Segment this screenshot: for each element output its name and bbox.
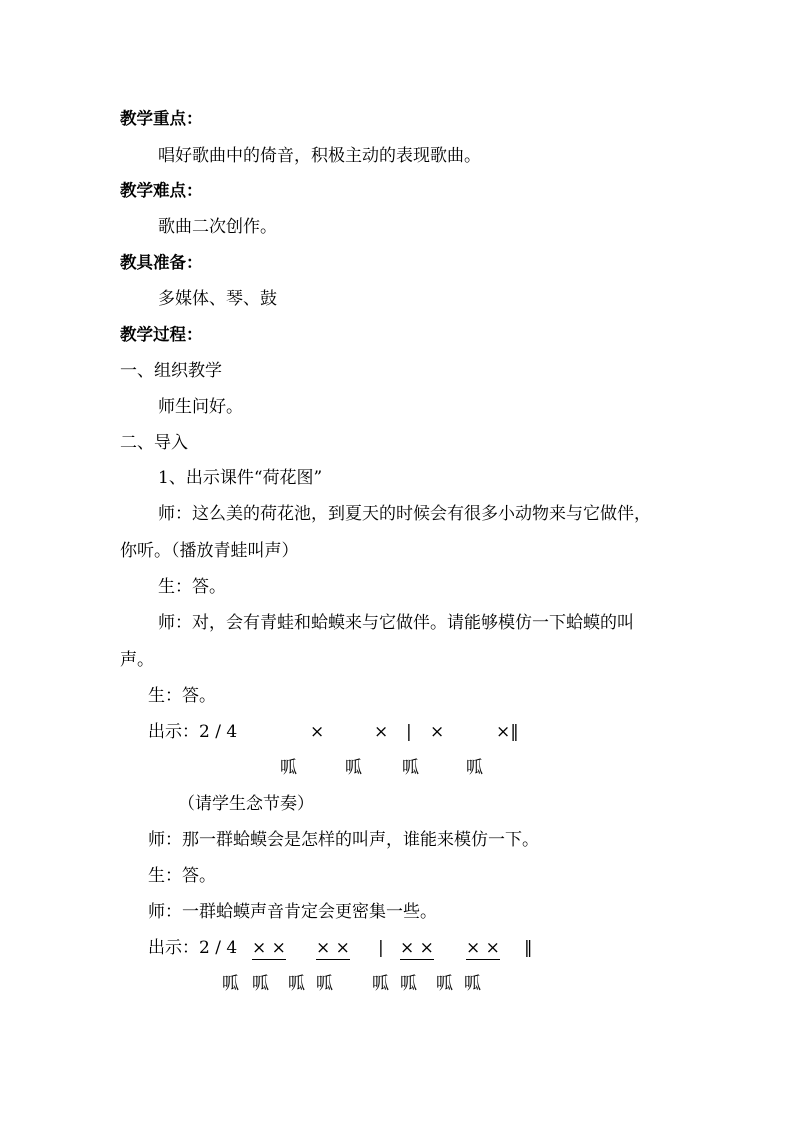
rhythm-2-beat: × × <box>316 938 350 958</box>
teacher-line-3: 师：那一群蛤蟆会是怎样的叫声，谁能来模仿一下。 <box>148 830 539 850</box>
item-1: 1、出示课件“荷花图” <box>158 468 323 488</box>
rhythm-2-word: 呱 <box>316 974 333 994</box>
teacher-line-2b: 声。 <box>120 650 154 670</box>
rhythm-2-beat: × × <box>466 938 500 958</box>
rhythm-1-mark: × <box>310 722 325 742</box>
rhythm-2-end: ‖ <box>524 938 533 958</box>
rhythm-2-word: 呱 <box>372 974 389 994</box>
rhythm-1-word: 呱 <box>466 758 483 778</box>
rhythm-2-beat: × × <box>400 938 434 958</box>
rhythm-2-word: 呱 <box>400 974 417 994</box>
focus-heading: 教学重点： <box>120 109 203 128</box>
section-1-line: 师生问好。 <box>158 397 243 417</box>
rhythm-1-mark-end: ×‖ <box>496 722 519 742</box>
rhythm-1-word: 呱 <box>280 758 297 778</box>
rhythm-1-label: 出示：2 / 4 <box>148 722 238 742</box>
teacher-line-1a: 师：这么美的荷花池，到夏天的时候会有很多小动物来与它做伴， <box>158 504 651 524</box>
section-1-title: 一、组织教学 <box>120 361 222 381</box>
rhythm-2-word: 呱 <box>464 974 481 994</box>
focus-content: 唱好歌曲中的倚音，积极主动的表现歌曲。 <box>158 146 481 166</box>
teacher-line-1b: 你听。（播放青蛙叫声） <box>120 541 299 561</box>
rhythm-2-beat: × × <box>252 938 286 958</box>
rhythm-2-word: 呱 <box>288 974 305 994</box>
student-answer-3: 生：答。 <box>148 866 216 886</box>
rhythm-1-barline: | <box>406 722 412 742</box>
student-answer-1: 生：答。 <box>158 577 226 597</box>
rhythm-2-word: 呱 <box>436 974 453 994</box>
tools-content: 多媒体、琴、鼓 <box>158 289 277 309</box>
rhythm-2-label: 出示：2 / 4 <box>148 938 238 958</box>
rhythm-1-word: 呱 <box>402 758 419 778</box>
section-2-title: 二、导入 <box>120 433 188 453</box>
rhythm-2-word: 呱 <box>222 974 239 994</box>
teacher-line-4: 师：一群蛤蟆声音肯定会更密集一些。 <box>148 902 437 922</box>
student-answer-2: 生：答。 <box>148 686 216 706</box>
difficulty-heading: 教学难点： <box>120 181 203 200</box>
rhythm-1-mark: × <box>430 722 445 742</box>
rhythm-1-word: 呱 <box>345 758 362 778</box>
difficulty-content: 歌曲二次创作。 <box>158 217 277 237</box>
rhythm-2-barline: | <box>378 938 384 958</box>
rhythm-1-mark: × <box>374 722 389 742</box>
process-heading: 教学过程： <box>120 325 203 344</box>
rhythm-2-word: 呱 <box>252 974 269 994</box>
teacher-line-2a: 师：对，会有青蛙和蛤蟆来与它做伴。请能够模仿一下蛤蟆的叫 <box>158 613 634 633</box>
tools-heading: 教具准备： <box>120 253 203 272</box>
rhythm-1-note: （请学生念节奏） <box>178 794 314 814</box>
